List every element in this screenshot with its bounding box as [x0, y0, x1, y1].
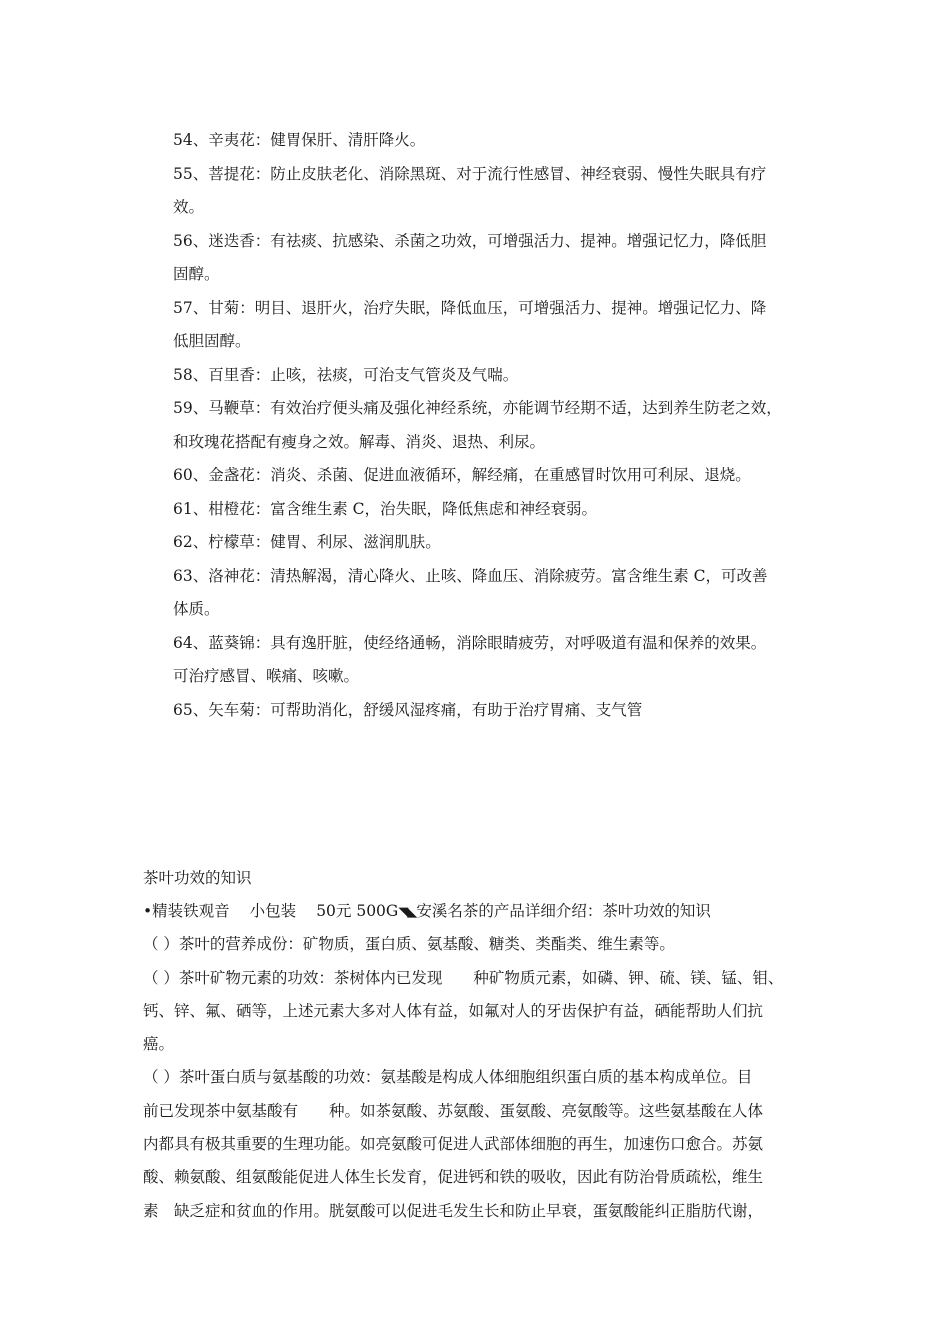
herb-line: 低胆固醇。 [173, 332, 251, 350]
triangle-icon: ◥◣ [398, 905, 417, 920]
paragraph-line: 癌。 [143, 1035, 175, 1054]
paragraph-line: （ ）茶叶的营养成份：矿物质，蛋白质、氨基酸、糖类、类酯类、维生素等。 [143, 935, 675, 954]
price: 50元 500G [316, 902, 399, 920]
section-title: 茶叶功效的知识 [143, 869, 252, 887]
herb-line: 58、百里香：止咳，祛痰，可治支气管炎及气喘。 [173, 365, 519, 384]
herb-line: 59、马鞭草：有效治疗便头痛及强化神经系统，亦能调节经期不适，达到养生防老之效， [173, 399, 782, 417]
paragraph-line: 酸、赖氨酸、组氨酸能促进人体生长发育，促进钙和铁的吸收，因此有防治骨质疏松，维生 [143, 1168, 764, 1187]
herb-line: 64、蓝葵锦：具有逸肝脏，使经络通畅，消除眼睛疲劳，对呼吸道有温和保养的效果。 [173, 633, 767, 652]
herb-list [173, 124, 813, 727]
herb-line: 和玫瑰花搭配有瘦身之效。解毒、消炎、退热、利尿。 [173, 432, 546, 451]
bullet-icon: • [143, 902, 153, 920]
herb-line: 效。 [173, 198, 205, 216]
herb-line: 60、金盏花：消炎、杀菌、促进血液循环，解经痛，在重感冒时饮用可利尿、退烧。 [173, 466, 751, 484]
paragraph-line: 前已发现茶中氨基酸有 种。如茶氨酸、苏氨酸、蛋氨酸、亮氨酸等。这些氨基酸在人体 [143, 1101, 764, 1120]
product-name: 精装铁观音 [152, 902, 230, 920]
package-type: 小包装 [249, 902, 297, 920]
paragraph-line: 内都具有极其重要的生理功能。如亮氨酸可促进人武部体细胞的再生，加速伤口愈合。苏氨 [143, 1135, 764, 1154]
paragraph-line: 素 缺乏症和贫血的作用。胱氨酸可以促进毛发生长和防止早衰，蛋氨酸能纠正脂肪代谢， [143, 1201, 764, 1220]
herb-line: 固醇。 [173, 265, 220, 283]
herb-line: 56、迷迭香：有祛痰、抗感染、杀菌之功效，可增强活力、提神。增强记忆力，降低胆 [173, 231, 767, 250]
tea-section [143, 862, 813, 1228]
product-description: 安溪名茶的产品详细介绍：茶叶功效的知识 [416, 902, 711, 920]
paragraph-line: （ ）茶叶蛋白质与氨基酸的功效：氨基酸是构成人体细胞组织蛋白质的基本构成单位。目 [143, 1068, 753, 1087]
herb-line: 55、菩提花：防止皮肤老化、消除黑斑、对于流行性感冒、神经衰弱、慢性失眠具有疗 [173, 164, 767, 183]
herb-line: 65、矢车菊：可帮助消化，舒缓风湿疼痛，有助于治疗胃痛、支气管 [173, 700, 643, 719]
herb-line: 57、甘菊：明目、退肝火，治疗失眠，降低血压，可增强活力、提神。增强记忆力、降 [173, 298, 767, 317]
paragraph-line: （ ）茶叶矿物元素的功效：茶树体内已发现 种矿物质元素，如磷、钾、硫、镁、锰、钼、 [143, 968, 784, 987]
herb-line: 54、辛夷花：健胃保肝、清肝降火。 [173, 131, 426, 149]
paragraph-line: 钙、锌、氟、硒等，上述元素大多对人体有益，如氟对人的牙齿保护有益，硒能帮助人们抗 [143, 1001, 764, 1020]
herb-line: 61、柑橙花：富含维生素 C，治失眠，降低焦虑和神经衰弱。 [173, 499, 598, 518]
herb-line: 可治疗感冒、喉痛、咳嗽。 [173, 667, 360, 685]
herb-line: 体质。 [173, 600, 220, 618]
herb-line: 63、洛神花：清热解渴，清心降火、止咳、降血压、消除疲劳。富含维生素 C，可改善 [173, 566, 768, 585]
herb-line: 62、柠檬草：健胃、利尿、滋润肌肤。 [173, 533, 441, 551]
product-header-line [143, 895, 813, 928]
